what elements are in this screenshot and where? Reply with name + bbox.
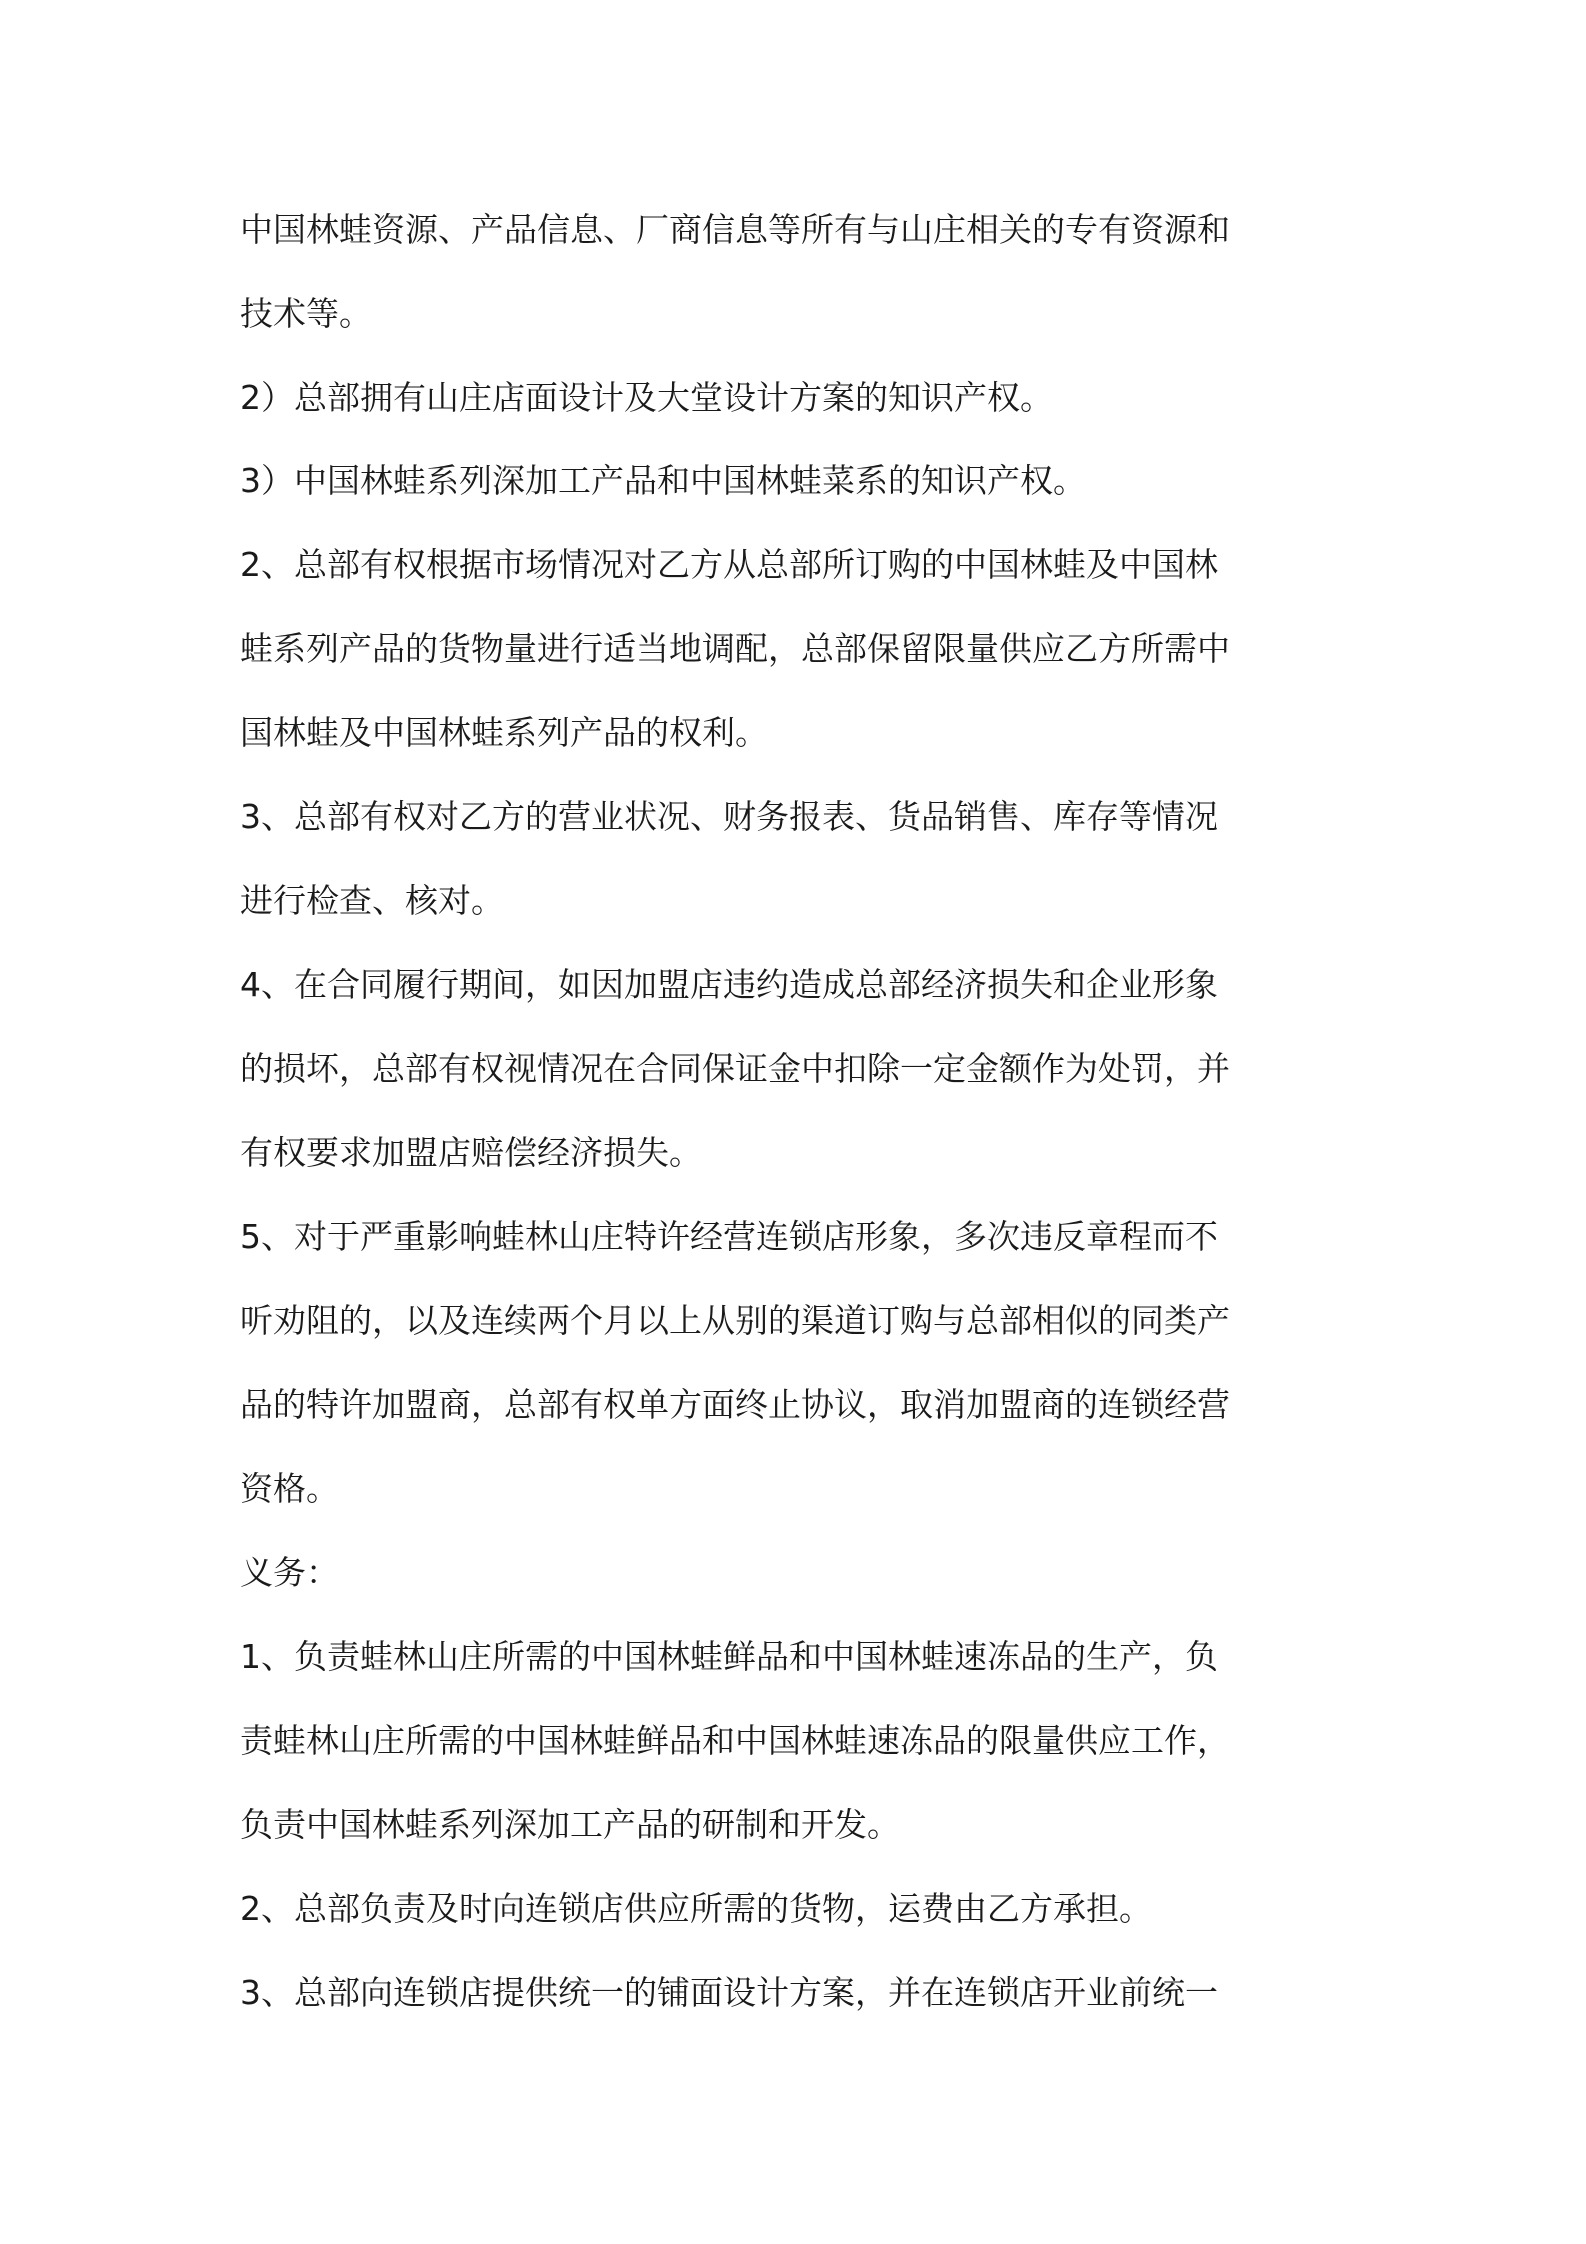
text-line: 负责中国林蛙系列深加工产品的研制和开发。 — [240, 1805, 900, 1844]
text-line: 4、在合同履行期间，如因加盟店违约造成总部经济损失和企业形象 — [240, 965, 1218, 1004]
text-line: 国林蛙及中国林蛙系列产品的权利。 — [240, 713, 768, 752]
text-line: 2、总部有权根据市场情况对乙方从总部所订购的中国林蛙及中国林 — [240, 545, 1218, 584]
text-line: 1、负责蛙林山庄所需的中国林蛙鲜品和中国林蛙速冻品的生产，负 — [240, 1637, 1218, 1676]
text-line: 进行检查、核对。 — [240, 881, 504, 920]
text-line: 3）中国林蛙系列深加工产品和中国林蛙菜系的知识产权。 — [240, 461, 1086, 500]
text-line: 5、对于严重影响蛙林山庄特许经营连锁店形象，多次违反章程而不 — [240, 1217, 1218, 1256]
text-line: 品的特许加盟商，总部有权单方面终止协议，取消加盟商的连锁经营 — [240, 1385, 1230, 1424]
text-line: 2）总部拥有山庄店面设计及大堂设计方案的知识产权。 — [240, 378, 1053, 417]
text-line: 听劝阻的，以及连续两个月以上从别的渠道订购与总部相似的同类产 — [240, 1301, 1230, 1340]
text-line: 的损坏，总部有权视情况在合同保证金中扣除一定金额作为处罚，并 — [240, 1049, 1230, 1088]
text-line: 中国林蛙资源、产品信息、厂商信息等所有与山庄相关的专有资源和 — [240, 210, 1230, 249]
text-line: 3、总部有权对乙方的营业状况、财务报表、货品销售、库存等情况 — [240, 797, 1218, 836]
section-heading: 义务： — [240, 1553, 339, 1592]
text-line: 有权要求加盟店赔偿经济损失。 — [240, 1133, 702, 1172]
text-line: 技术等。 — [240, 294, 372, 333]
text-line: 3、总部向连锁店提供统一的铺面设计方案，并在连锁店开业前统一 — [240, 1973, 1218, 2012]
text-line: 责蛙林山庄所需的中国林蛙鲜品和中国林蛙速冻品的限量供应工作， — [240, 1721, 1230, 1760]
text-line: 资格。 — [240, 1469, 339, 1508]
text-line: 蛙系列产品的货物量进行适当地调配，总部保留限量供应乙方所需中 — [240, 629, 1230, 668]
text-line: 2、总部负责及时向连锁店供应所需的货物，运费由乙方承担。 — [240, 1889, 1152, 1928]
